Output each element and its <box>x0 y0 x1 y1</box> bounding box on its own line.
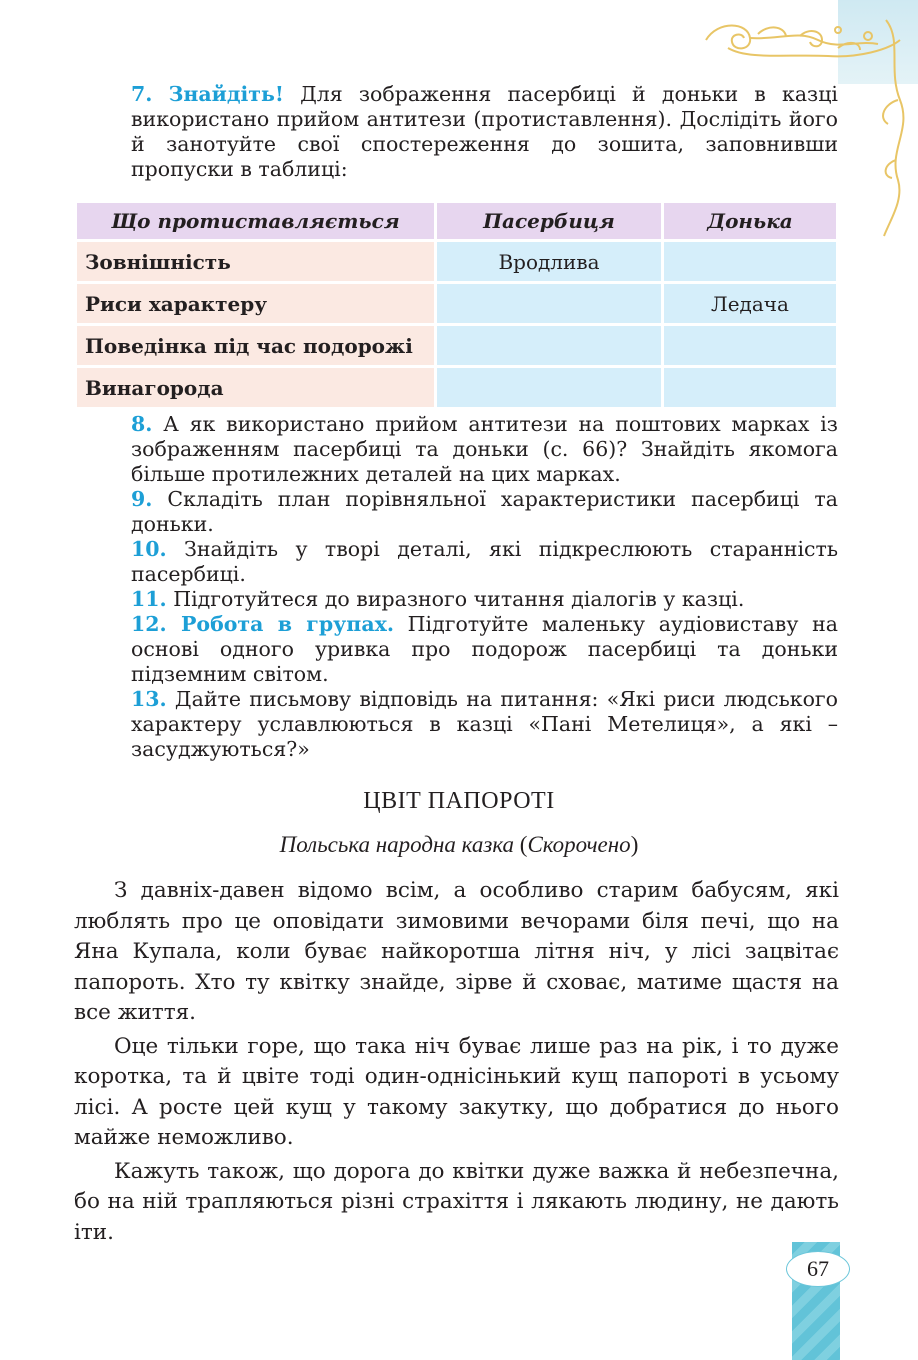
task-text: Підготуйте маленьку аудіовиставу на основі одного уривка про подорож пасербиці та доньки підземним світом. <box>131 612 838 686</box>
story-subtitle <box>0 832 918 858</box>
row-label: Винагорода <box>77 368 434 407</box>
task-text: А як використано прийом антитези на поштових марках із зображенням пасербиці та доньки (с. 66)? Знайдіть якомога більше протилежних деталей на цих марках. <box>131 412 838 486</box>
subtitle-paren-open: ( <box>514 832 528 857</box>
task-number: 13. <box>131 687 167 711</box>
task-keyword: Знайдіть! <box>168 82 284 106</box>
story-paragraph: З давніх-давен відомо всім, а особливо старим бабусям, які люблять про це оповідати зимовими вечорами біля печі, що на Яна Купала, коли буває найкоротша літня ніч, у лісі зацвітає папороть. Хто ту квітку знайде, зірве й сховає, матиме щастя на все життя. <box>74 878 839 1025</box>
row-label: Зовнішність <box>77 242 434 281</box>
task-number: 9. <box>131 487 153 511</box>
daughter-cell <box>664 242 836 281</box>
subtitle-paren-close: ) <box>630 832 639 857</box>
table-header-row <box>77 203 836 239</box>
column-header: Донька <box>664 203 836 239</box>
stepdaughter-cell <box>437 284 661 323</box>
stepdaughter-cell <box>437 326 661 365</box>
task-list <box>131 412 838 762</box>
daughter-cell <box>664 368 836 407</box>
comparison-table <box>74 200 839 410</box>
table-row <box>77 284 836 323</box>
daughter-cell <box>664 326 836 365</box>
subtitle-note: Скорочено <box>527 832 631 857</box>
page-number: 67 <box>786 1251 850 1287</box>
column-header: Що протиставляється <box>77 203 434 239</box>
task-number: 10. <box>131 537 167 561</box>
task-11 <box>131 587 838 612</box>
column-header: Пасербиця <box>437 203 661 239</box>
task-number: 8. <box>131 412 153 436</box>
task-number: 11. <box>131 587 167 611</box>
story-title: ЦВІТ ПАПОРОТІ <box>363 788 555 814</box>
story-text <box>74 876 839 1251</box>
task-number: 7. <box>131 82 153 106</box>
task-keyword: Робота в групах. <box>166 612 394 636</box>
task-10 <box>131 537 838 587</box>
table-row <box>77 242 836 281</box>
task-12 <box>131 612 838 687</box>
stepdaughter-cell: Вродлива <box>437 242 661 281</box>
stepdaughter-cell <box>437 368 661 407</box>
task-text: Складіть план порівняльної характеристики пасербиці та доньки. <box>131 487 838 536</box>
table-row <box>77 368 836 407</box>
subtitle-genre: Польська народна казка <box>279 832 515 857</box>
story-paragraph: Кажуть також, що дорога до квітки дуже важка й небезпечна, бо на ній трапляються різні страхіття і лякають людину, не дають іти. <box>74 1158 839 1245</box>
task-text: Знайдіть у творі деталі, які підкреслюють старанність пасербиці. <box>131 537 838 586</box>
task-number: 12. <box>131 612 167 636</box>
task-8 <box>131 412 838 487</box>
story-paragraph: Оце тільки горе, що така ніч буває лише раз на рік, і то дуже коротка, та й цвіте тоді один-однісінький кущ папороті в усьому лісі. А росте цей кущ у такому закутку, що добратися до нього майже неможливо. <box>74 1033 839 1150</box>
table-row <box>77 326 836 365</box>
task-7 <box>131 82 838 182</box>
daughter-cell: Ледача <box>664 284 836 323</box>
row-label: Поведінка під час подорожі <box>77 326 434 365</box>
task-text: Для зображення пасербиці й доньки в казці використано прийом антитези (протиставлення). Дослідіть його й занотуйте свої спостереження до зошита, заповнивши пропуски в таблиці: <box>131 82 838 181</box>
task-9 <box>131 487 838 537</box>
task-13 <box>131 687 838 762</box>
task-text: Дайте письмову відповідь на питання: «Які риси людського характеру уславлюються в казці «Пані Метелиця», а які – засуджуються?» <box>131 687 838 761</box>
task-text: Підготуйтеся до виразного читання діалогів у казці. <box>166 587 745 611</box>
row-label: Риси характеру <box>77 284 434 323</box>
